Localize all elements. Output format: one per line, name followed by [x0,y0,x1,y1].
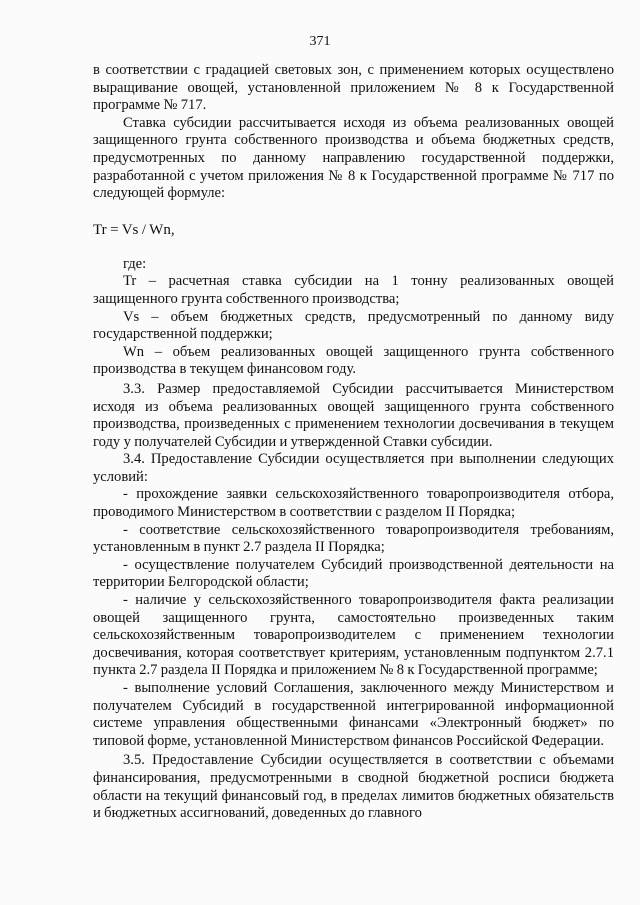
paragraph-rate-description: Ставка субсидии рассчитывается исходя из объема реализованных овощей защищенного грунта собственного производства и объема бюджетных средств, предусмотренных по данному направлению государственной поддержки, разработанной с учетом приложения № 8 к Государственной программе № 717 по следующей формуле: [93,114,614,202]
page-number: 371 [309,34,331,49]
definition-vs: Vs – объем бюджетных средств, предусмотренный по данному виду государственной поддержки; [93,308,614,343]
condition-requirements: - соответствие сельскохозяйственного товаропроизводителя требованиям, установленным в пункт 2.7 раздела II Порядка; [93,521,614,556]
paragraph-continuation: в соответствии с градацией световых зон, с применением которых осуществлено выращивание овощей, установленной приложением № 8 к Государственной программе № 717. [93,62,614,114]
formula: Tr = Vs / Wn, [93,221,175,238]
condition-agreement: - выполнение условий Соглашения, заключенного между Министерством и получателем Субсидий в государственной интегрированной информационной системе управления общественными финансами «Электронный бюджет» по типовой форме, установленной Министерством финансов Российской Федерации. [93,680,614,749]
document-body [93,62,614,823]
condition-sales-fact: - наличие у сельскохозяйственного товаропроизводителя факта реализации овощей защищенного грунта, самостоятельно произведенных таким сельскохозяйственным товаропроизводителем с применением технологии досвечивания, которая соответствует критериям, установленным подпунктом 2.7.1 пункта 2.7 раздела II Порядка и приложением № 8 к Государственной программе; [93,592,614,679]
condition-territory: - осуществление получателем Субсидий производственной деятельности на территории Белгородской области; [93,556,614,591]
definition-wn: Wn – объем реализованных овощей защищенного грунта собственного производства в текущем финансовом году. [93,343,614,378]
paragraph-3-4: 3.4. Предоставление Субсидии осуществляется при выполнении следующих условий: [93,451,614,485]
paragraph-3-5: 3.5. Предоставление Субсидии осуществляется в соответствии с объемами финансирования, предусмотренными в сводной бюджетной росписи бюджета области на текущий финансовый год, в пределах лимитов бюджетных обязательств и бюджетных ассигнований, доведенных до главного [93,752,614,822]
paragraph-3-3: 3.3. Размер предоставляемой Субсидии рассчитывается Министерством исходя из объема реализованных овощей защищенного грунта собственного производства, произведенных с применением технологии досвечивания в текущем году у получателей Субсидии и утвержденной Ставки субсидии. [93,380,614,450]
condition-application: - прохождение заявки сельскохозяйственного товаропроизводителя отбора, проводимого Министерством в соответствии с разделом II Порядка; [93,486,614,521]
paragraph-where: где: [123,255,147,272]
definition-tr: Tr – расчетная ставка субсидии на 1 тонну реализованных овощей защищенного грунта собственного производства; [93,273,614,307]
